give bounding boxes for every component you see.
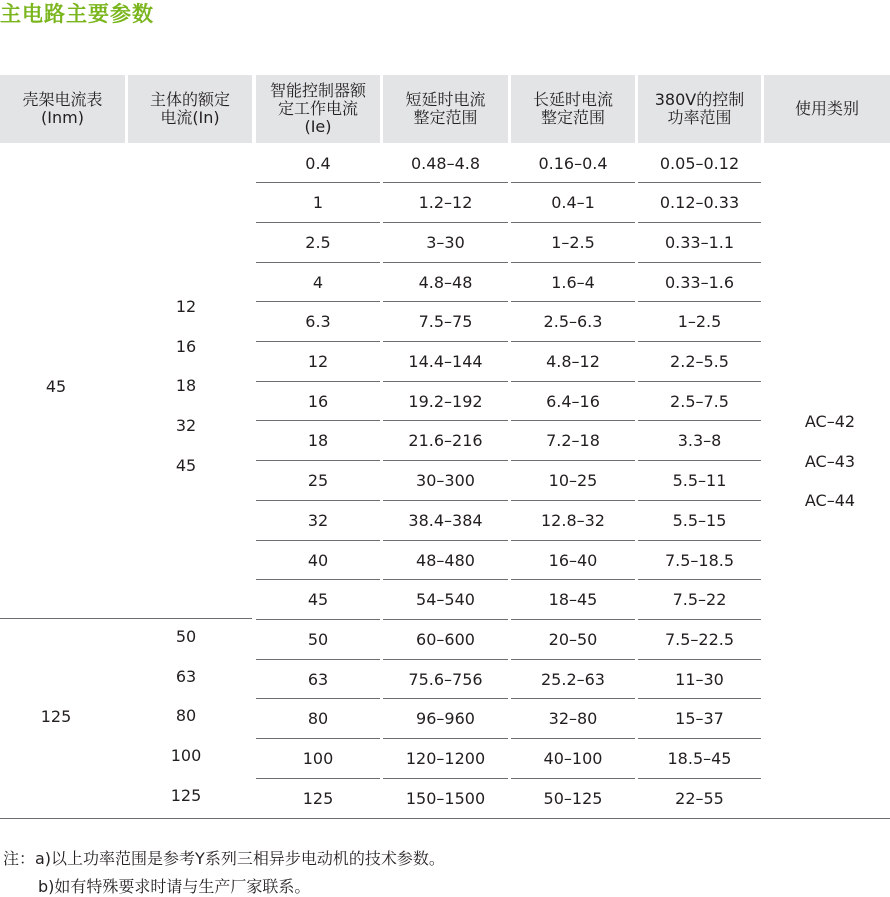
table-cell: 10–25	[548, 471, 598, 491]
header-cell	[511, 75, 635, 143]
header-cell	[383, 75, 508, 143]
header-line: (Ie)	[304, 117, 332, 136]
header-text	[22, 91, 102, 127]
table-cell: 5.5–11	[672, 471, 727, 491]
table-cell: 0.33–1.1	[664, 232, 735, 252]
table-cell: 1–2.5	[551, 232, 595, 252]
table-cell: 45	[307, 590, 329, 610]
table-cell: 4.8–12	[546, 352, 600, 371]
table-cell: 100	[302, 749, 334, 768]
header-line: 智能控制器额	[269, 81, 366, 100]
table-cell: 32	[307, 510, 329, 530]
table-cell: 50–125	[543, 788, 603, 808]
header-line: 整定范围	[540, 108, 605, 127]
table-cell: 40	[307, 550, 329, 570]
header-text	[270, 82, 366, 136]
table-cell: 32–80	[548, 709, 598, 729]
usage-category: AC–43	[804, 451, 856, 471]
table-cell: 80	[307, 709, 329, 729]
table-cell: 2.5–6.3	[543, 312, 603, 332]
rated-current: 125	[170, 785, 202, 805]
table-cell: 25	[307, 471, 329, 491]
table-cell: 18–45	[548, 590, 598, 610]
header-line: 使用类别	[794, 99, 859, 118]
table-cell: 60–600	[416, 629, 475, 649]
table-cell: 4.8–48	[418, 272, 473, 292]
table-cell: 3–30	[426, 232, 465, 252]
table-cell: 4	[312, 272, 324, 292]
header-line: 功率范围	[667, 108, 732, 127]
table-cell: 48–480	[416, 550, 475, 570]
table-cell: 0.48–4.8	[410, 153, 481, 173]
table-cell: 2.2–5.5	[670, 352, 729, 371]
header-cell	[256, 75, 380, 143]
rated-current: 12	[175, 297, 197, 316]
table-cell: 0.4	[305, 153, 331, 173]
table-cell: 0.12–0.33	[659, 193, 740, 213]
table-cell: 5.5–15	[672, 510, 727, 530]
frame-current: 125	[40, 707, 72, 726]
rated-current: 45	[175, 455, 197, 475]
table-cell: 150–1500	[405, 788, 486, 808]
table-bottom-line	[0, 818, 890, 819]
table-cell: 7.5–22	[672, 590, 727, 610]
table-cell: 18.5–45	[667, 749, 732, 768]
header-text	[533, 91, 613, 127]
table-cell: 1	[312, 193, 324, 213]
table-cell: 14.4–144	[408, 352, 483, 371]
rated-current: 80	[175, 706, 197, 726]
table-cell: 21.6–216	[408, 431, 483, 451]
rated-current: 63	[175, 666, 197, 686]
header-cell	[128, 75, 252, 143]
table-cell: 38.4–384	[408, 510, 483, 530]
header-text	[795, 100, 859, 118]
rated-current: 32	[175, 416, 197, 436]
header-line: 主体的额定	[149, 90, 230, 109]
table-cell: 1.2–12	[418, 193, 473, 213]
table-cell: 18	[307, 431, 329, 451]
rated-current: 50	[175, 627, 197, 646]
table-cell: 1.6–4	[551, 272, 595, 292]
frame-current: 45	[45, 377, 67, 396]
header-text	[405, 91, 485, 127]
table-cell: 125	[302, 788, 334, 808]
table-cell: 0.4–1	[551, 193, 595, 213]
table-cell: 75.6–756	[408, 669, 483, 689]
table-cell: 0.16–0.4	[538, 153, 608, 173]
table-cell: 6.3	[305, 312, 331, 332]
table-cell: 16	[307, 391, 329, 411]
table-cell: 25.2–63	[541, 669, 605, 689]
table-cell: 0.05–0.12	[659, 153, 740, 173]
table-cell: 7.5–18.5	[664, 550, 735, 570]
table-cell: 50	[307, 629, 329, 649]
header-line: 380V的控制	[654, 90, 745, 109]
table-cell: 12.8–32	[541, 510, 605, 530]
table-cell: 54–540	[416, 590, 475, 610]
note-b: b)如有特殊要求时请与生产厂家联系。	[38, 877, 311, 896]
table-cell: 6.4–16	[546, 391, 600, 411]
header-line: 长延时电流	[532, 90, 613, 109]
header-cell	[638, 75, 761, 143]
table-cell: 22–55	[675, 788, 724, 808]
table-cell: 96–960	[416, 709, 475, 729]
table-cell: 40–100	[543, 749, 603, 768]
rated-current: 100	[170, 746, 202, 766]
header-line: 壳架电流表	[22, 90, 103, 109]
header-line: 定工作电流	[277, 99, 358, 118]
header-line: 短延时电流	[405, 90, 486, 109]
rated-current: 16	[175, 336, 197, 356]
header-text	[655, 91, 745, 127]
note-a: 注：a)以上功率范围是参考Y系列三相异步电动机的技术参数。	[3, 849, 445, 868]
table-cell: 0.33–1.6	[664, 272, 735, 292]
header-text	[150, 91, 230, 127]
usage-category: AC–42	[804, 412, 856, 431]
table-cell: 20–50	[548, 629, 598, 649]
table-cell: 30–300	[416, 471, 475, 491]
table-cell: 3.3–8	[677, 431, 722, 451]
table-cell: 1–2.5	[677, 312, 722, 332]
header-line: (Inm)	[41, 108, 84, 127]
page-title: 主电路主要参数	[0, 2, 154, 26]
table-cell: 7.5–22.5	[664, 629, 735, 649]
table-cell: 120–1200	[405, 749, 486, 768]
group-divider	[0, 618, 128, 619]
header-line: 电流(In)	[160, 108, 220, 127]
header-line: 整定范围	[413, 108, 478, 127]
table-cell: 16–40	[548, 550, 598, 570]
table-cell: 12	[307, 352, 329, 371]
header-cell	[764, 75, 890, 143]
usage-category: AC–44	[804, 491, 856, 511]
table-cell: 11–30	[675, 669, 724, 689]
rated-current: 18	[175, 376, 197, 396]
group-divider	[128, 618, 252, 619]
table-cell: 19.2–192	[408, 391, 483, 411]
header-cell	[0, 75, 125, 143]
table-cell: 7.5–75	[418, 312, 473, 332]
table-cell: 15–37	[675, 709, 724, 729]
table-cell: 2.5–7.5	[670, 391, 729, 411]
table-cell: 63	[307, 669, 329, 689]
table-cell: 7.2–18	[546, 431, 600, 451]
table-cell: 2.5	[305, 232, 331, 252]
